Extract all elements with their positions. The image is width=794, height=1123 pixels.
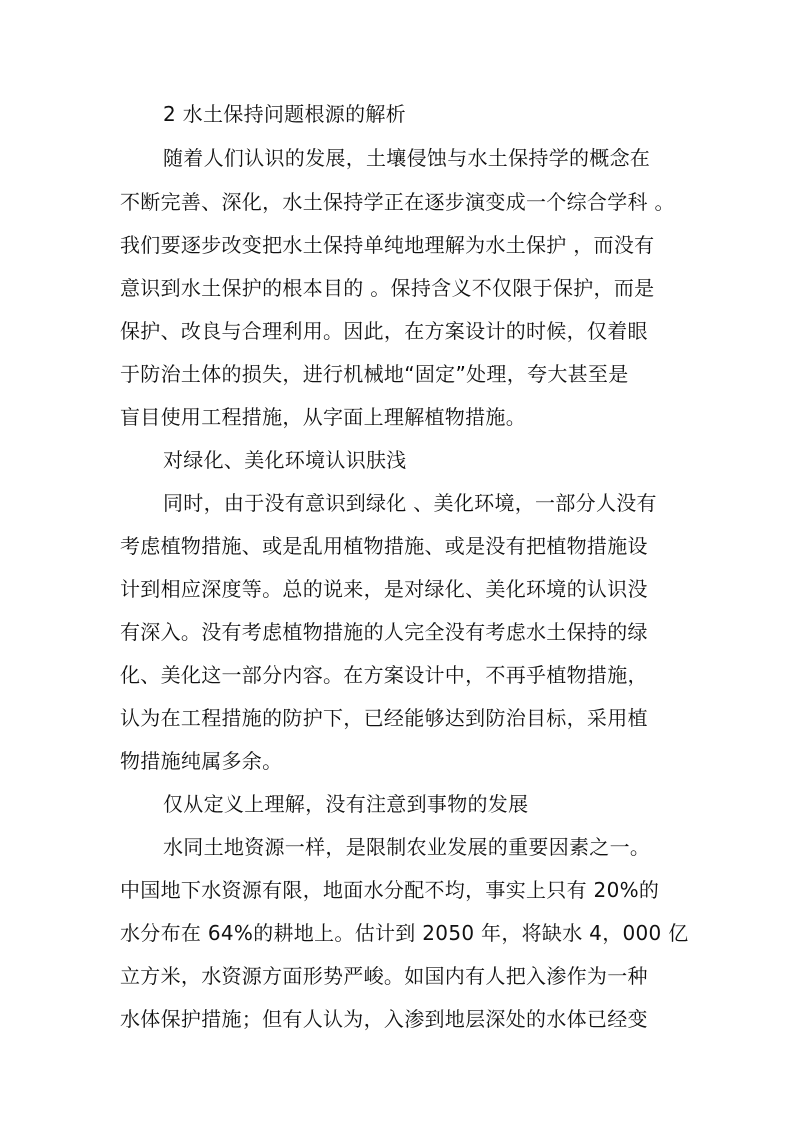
paragraph-line: 水分布在 64%的耕地上。估计到 2050 年，将缺水 4，000 亿 [120, 921, 689, 945]
paragraph-line: 物措施纯属多余。 [120, 749, 283, 773]
section-heading: 2 水土保持问题根源的解析 [163, 102, 406, 126]
paragraph-line: 计到相应深度等。总的说来，是对绿化、美化环境的认识没 [120, 577, 648, 601]
paragraph-line: 化、美化这一部分内容。在方案设计中，不再乎植物措施， [120, 663, 648, 687]
paragraph-line: 考虑植物措施、或是乱用植物措施、或是没有把植物措施设 [120, 534, 648, 558]
paragraph-line: 同时，由于没有意识到绿化 、美化环境，一部分人没有 [163, 491, 657, 515]
paragraph-line: 保护、改良与合理利用。因此，在方案设计的时候，仅着眼 [120, 319, 648, 343]
paragraph-line: 立方米，水资源方面形势严峻。如国内有人把入渗作为一种 [120, 964, 648, 988]
paragraph-line: 意识到水土保护的根本目的 。保持含义不仅限于保护，而是 [120, 276, 655, 300]
paragraph-line: 有深入。没有考虑植物措施的人完全没有考虑水土保持的绿 [120, 620, 648, 644]
paragraph-line: 中国地下水资源有限，地面水分配不均，事实上只有 20%的 [120, 878, 660, 902]
paragraph-line: 不断完善、深化，水土保持学正在逐步演变成一个综合学科 。 [120, 190, 675, 214]
paragraph-line: 水体保护措施；但有人认为，入渗到地层深处的水体已经变 [120, 1007, 648, 1031]
paragraph-line: 随着人们认识的发展，土壤侵蚀与水土保持学的概念在 [163, 146, 651, 170]
subheading: 对绿化、美化环境认识肤浅 [163, 448, 407, 472]
paragraph-line: 我们要逐步改变把水土保持单纯地理解为水土保护 ，而没有 [120, 233, 655, 257]
paragraph-line: 认为在工程措施的防护下，已经能够达到防治目标，采用植 [120, 706, 648, 730]
paragraph-line: 水同土地资源一样，是限制农业发展的重要因素之一。 [163, 835, 651, 859]
subheading: 仅从定义上理解，没有注意到事物的发展 [163, 792, 529, 816]
paragraph-line: 于防治土体的损失，进行机械地“固定”处理，夸大甚至是 [120, 362, 629, 386]
paragraph-line: 盲目使用工程措施，从字面上理解植物措施。 [120, 405, 526, 429]
